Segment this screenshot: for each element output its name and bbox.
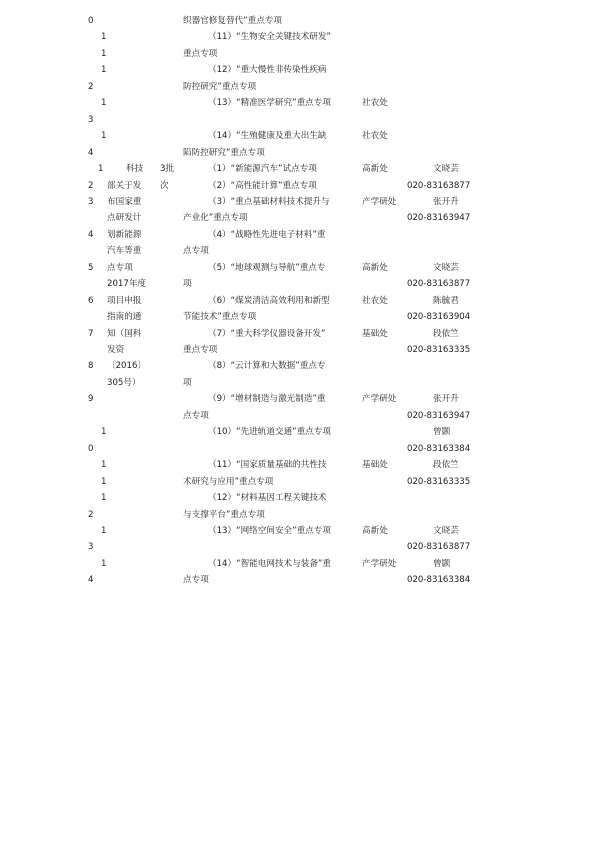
row-number: 4: [88, 575, 94, 586]
text-line: [0, 424, 611, 440]
row-number: 7: [88, 328, 94, 339]
text-line: [0, 490, 611, 506]
contact: 020-83163904: [407, 312, 471, 323]
text-line: [0, 13, 611, 29]
text-line: [0, 391, 611, 407]
project-text: （14）“智能电网技术与装备”重: [208, 558, 331, 569]
row-number: 4: [88, 229, 94, 240]
row-number: 1: [101, 460, 107, 471]
contact: 020-83163335: [407, 345, 471, 355]
text-line: [0, 309, 611, 325]
row-number: 3: [88, 196, 94, 207]
contact: 张开升: [433, 394, 459, 405]
department: 社农处: [362, 98, 388, 109]
department: 基础处: [362, 460, 388, 471]
project-text: 点专项: [183, 410, 209, 421]
document-title-fragment: 发资: [107, 345, 125, 355]
text-line: [0, 227, 611, 243]
document-title-fragment: 项目申报: [107, 295, 142, 306]
text-line: [0, 572, 611, 588]
text-line: [0, 375, 611, 391]
batch-fragment: 次: [160, 180, 169, 191]
contact: 020-83163384: [407, 575, 471, 586]
project-text: 重点专项: [183, 345, 218, 355]
project-text: 重点专项: [183, 48, 218, 59]
row-number: 1: [101, 493, 107, 504]
text-line: [0, 178, 611, 194]
row-number: 3: [88, 542, 94, 553]
department: 产学研处: [362, 558, 397, 569]
project-text: （13）“精准医学研究”重点专项: [208, 98, 331, 109]
row-number: 4: [88, 147, 94, 158]
project-text: 点专项: [183, 246, 209, 257]
department: 高新处: [362, 164, 388, 175]
row-number: 1: [101, 558, 107, 569]
project-text: （12）“重大慢性非传染性疾病: [208, 65, 327, 76]
contact: 020-83163947: [407, 410, 471, 421]
row-number: 1: [101, 98, 107, 109]
text-line: [0, 523, 611, 539]
contact: 020-83163877: [407, 279, 471, 290]
text-line: [0, 358, 611, 374]
document-title-fragment: 指南的通: [107, 312, 142, 323]
text-line: [0, 474, 611, 490]
contact: 段依竺: [433, 328, 459, 339]
row-number: 1: [98, 164, 104, 175]
document-title-fragment: 305号）: [107, 377, 141, 388]
row-number: 2: [88, 81, 94, 92]
project-text: 项: [183, 279, 192, 290]
text-line: [0, 441, 611, 457]
text-line: [0, 46, 611, 62]
text-line: [0, 507, 611, 523]
document-title-fragment: 点专项: [107, 262, 133, 273]
row-number: 1: [101, 48, 107, 59]
document-title-fragment: 科技: [126, 164, 144, 175]
row-number: 1: [101, 131, 107, 142]
project-text: 产业化”重点专项: [183, 213, 248, 224]
text-line: [0, 457, 611, 473]
document-title-fragment: 划新能源: [107, 229, 142, 240]
text-line: [0, 243, 611, 259]
text-line: [0, 276, 611, 292]
project-text: （11）“国家质量基础的共性技: [208, 460, 327, 471]
text-line: [0, 161, 611, 177]
row-number: 1: [101, 65, 107, 76]
text-line: [0, 128, 611, 144]
document-title-fragment: 布国家重: [107, 196, 142, 207]
text-line: [0, 342, 611, 358]
text-line: [0, 210, 611, 226]
document-title-fragment: 〔2016〕: [107, 361, 147, 372]
project-text: （7）“重大科学仪器设备开发”: [208, 328, 326, 339]
project-text: （9）“增材制造与激光制造”重: [208, 394, 326, 405]
text-line: [0, 62, 611, 78]
department: 产学研处: [362, 394, 397, 405]
contact: 020-83163877: [407, 542, 471, 553]
document-title-fragment: 2017年度: [107, 279, 147, 290]
contact: 020-83163384: [407, 443, 471, 454]
row-number: 0: [88, 16, 94, 26]
department: 产学研处: [362, 196, 397, 207]
project-text: 术研究与应用”重点专项: [183, 476, 274, 487]
row-number: 9: [88, 394, 94, 405]
text-line: [0, 79, 611, 95]
text-line: [0, 556, 611, 572]
project-text: 节能技术”重点专项: [183, 312, 257, 323]
project-text: （4）“战略性先进电子材料”重: [208, 229, 326, 240]
contact: 曾颢: [433, 558, 451, 569]
text-line: [0, 408, 611, 424]
row-number: 1: [101, 476, 107, 487]
document-title-fragment: 知（国科: [107, 328, 142, 339]
text-line: [0, 194, 611, 210]
department: 社农处: [362, 295, 388, 306]
batch-fragment: 3批: [160, 164, 175, 175]
text-line: [0, 145, 611, 161]
project-text: 陷防控研究”重点专项: [183, 147, 265, 158]
contact: 020-83163877: [407, 180, 471, 191]
project-text: （11）“生物安全关键技术研发”: [208, 32, 331, 43]
contact: 段依竺: [433, 460, 459, 471]
project-text: （5）“地球观测与导航”重点专: [208, 262, 326, 273]
text-line: [0, 112, 611, 128]
project-text: （3）“重点基础材料技术提升与: [208, 196, 330, 207]
document-title-fragment: 点研发计: [107, 213, 142, 224]
contact: 张开升: [433, 196, 459, 207]
project-text: （10）“先进轨道交通”重点专项: [208, 427, 331, 438]
contact: 020-83163335: [407, 476, 471, 487]
contact: 020-83163947: [407, 213, 471, 224]
text-line: [0, 95, 611, 111]
project-text: 织器官修复替代”重点专项: [183, 16, 282, 26]
contact: 文晓芸: [433, 525, 459, 536]
department: 高新处: [362, 525, 388, 536]
text-line: [0, 539, 611, 555]
project-text: （14）“生殖健康及重大出生缺: [208, 131, 327, 142]
row-number: 1: [101, 32, 107, 43]
department: 基础处: [362, 328, 388, 339]
project-text: 与支撑平台”重点专项: [183, 509, 265, 520]
project-text: （6）“煤炭清洁高效利用和新型: [208, 295, 330, 306]
text-line: [0, 260, 611, 276]
document-title-fragment: 汽车等重: [107, 246, 142, 257]
project-text: （12）“材料基因工程关键技术: [208, 493, 327, 504]
department: 高新处: [362, 262, 388, 273]
project-text: （2）“高性能计算”重点专项: [208, 180, 317, 191]
row-number: 0: [88, 443, 94, 454]
row-number: 1: [101, 427, 107, 438]
project-text: 防控研究”重点专项: [183, 81, 257, 92]
row-number: 6: [88, 295, 94, 306]
document-title-fragment: 部关于发: [107, 180, 142, 191]
text-line: [0, 326, 611, 342]
project-text: （8）“云计算和大数据”重点专: [208, 361, 326, 372]
project-text: 项: [183, 377, 192, 388]
row-number: 2: [88, 180, 94, 191]
text-line: [0, 293, 611, 309]
row-number: 8: [88, 361, 94, 372]
project-text: 点专项: [183, 575, 209, 586]
contact: 陈毓君: [433, 295, 459, 306]
row-number: 5: [88, 262, 94, 273]
text-line: [0, 29, 611, 45]
contact: 曾颢: [433, 427, 451, 438]
row-number: 2: [88, 509, 94, 520]
contact: 文晓芸: [433, 262, 459, 273]
contact: 文晓芸: [433, 164, 459, 175]
project-text: （13）“网络空间安全”重点专项: [208, 525, 331, 536]
row-number: 1: [101, 525, 107, 536]
row-number: 3: [88, 114, 94, 125]
project-text: （1）“新能源汽车”试点专项: [208, 164, 317, 175]
department: 社农处: [362, 131, 388, 142]
